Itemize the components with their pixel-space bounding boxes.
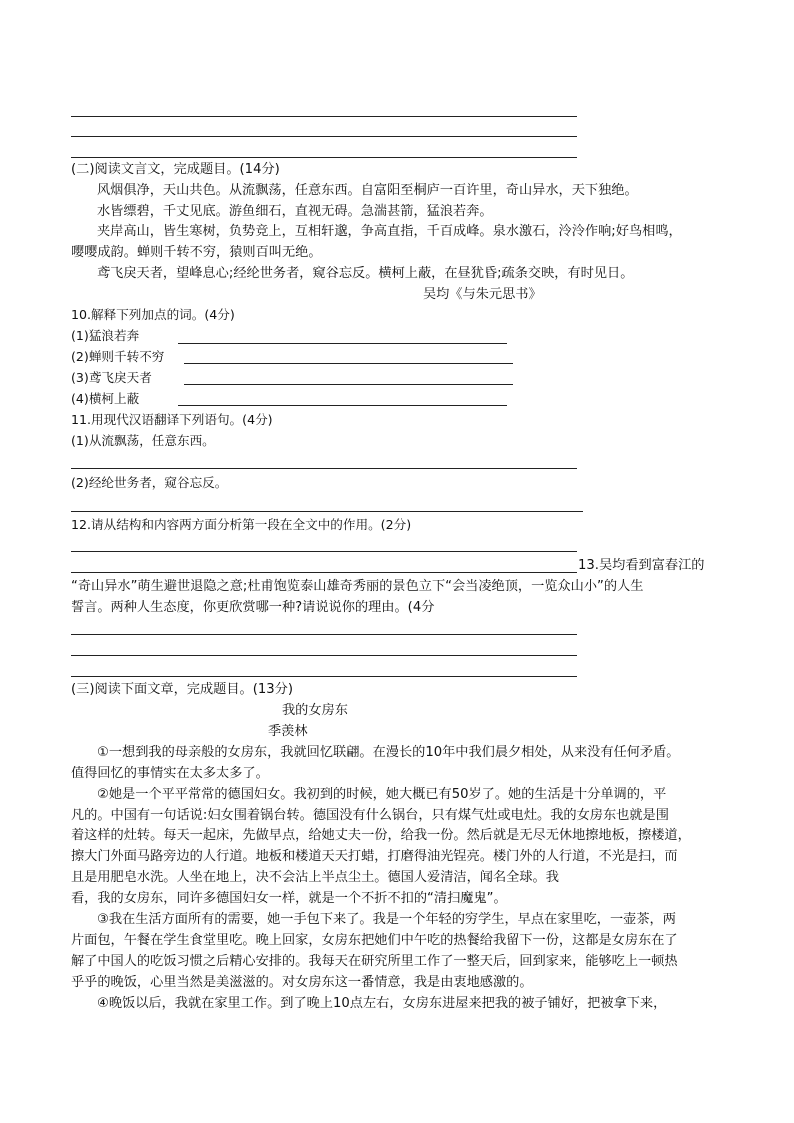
article-paragraph: 看，我的女房东，同许多德国妇女一样，就是一个不折不扣的“清扫魔鬼”。 (71, 891, 507, 906)
q10-item: (1)猛浪若奔 (71, 328, 140, 343)
question-stem: 10.解释下列加点的词。(4分) (71, 307, 235, 322)
answer-line (71, 676, 577, 677)
classical-paragraph: 鸢飞戾天者，望峰息心;经纶世务者，窥谷忘反。横柯上蔽，在昼犹昏;疏条交映，有时见日。 (97, 266, 634, 281)
article-author: 季羡林 (268, 724, 308, 739)
answer-line (71, 572, 577, 573)
article-paragraph: ③我在生活方面所有的需要，她一手包下来了。我是一个年轻的穷学生，早点在家里吃，一壶茶，两 (97, 912, 676, 927)
question-stem: 13.吴均看到富春江的 (578, 558, 705, 573)
article-paragraph: ②她是一个平平常常的德国妇女。我初到的时候，她大概已有50岁了。她的生活是十分单调的，平 (97, 787, 667, 802)
classical-paragraph: 夹岸高山，皆生寒树，负势竞上，互相轩邈，争高直指，千百成峰。泉水激石，泠泠作响;好鸟相鸣， (97, 224, 682, 239)
section-heading: (二)阅读文言文，完成题目。(14分) (71, 162, 280, 177)
article-paragraph: 解了中国人的吃饭习惯之后精心安排的。我每天在研究所里工作了一整天后，回到家来，能够吃上一顿热 (71, 954, 678, 969)
question-stem: 11.用现代汉语翻译下列语句。(4分) (71, 412, 273, 427)
question-text: “奇山异水”萌生避世退隐之意;杜甫饱览泰山雄奇秀丽的景色立下“会当凌绝顶，一览众山小”的人生 (71, 579, 644, 594)
article-paragraph: ①一想到我的母亲般的女房东，我就回忆联翩。在漫长的10年中我们晨夕相处，从来没有任何矛盾。 (97, 745, 680, 760)
q11-sentence: (1)从流飘荡，任意东西。 (71, 433, 215, 448)
article-paragraph: 片面包，午餐在学生食堂里吃。晚上回家，女房东把她们中午吃的热餐给我留下一份，这都是女房东在了 (71, 933, 678, 948)
article-paragraph: 乎乎的晚饭，心里当然是美滋滋的。对女房东这一番情意，我是由衷地感激的。 (71, 975, 533, 990)
classical-paragraph: 风烟俱净，天山共色。从流飘荡，任意东西。自富阳至桐庐一百许里，奇山异水，天下独绝。 (97, 183, 638, 198)
article-paragraph: 着这样的灶转。每天一起床，先做早点，给她丈夫一份，给我一份。然后就是无尽无休地擦地板，擦楼道， (71, 828, 691, 843)
answer-line (71, 634, 577, 635)
classical-paragraph: 嘤嘤成韵。蝉则千转不穷，猿则百叫无绝。 (71, 245, 322, 260)
answer-line (71, 551, 577, 552)
answer-line (178, 405, 507, 406)
source-attribution: 吴均《与朱元思书》 (423, 287, 542, 302)
answer-line (71, 136, 577, 137)
classical-paragraph: 水皆缥碧，千丈见底。游鱼细石，直视无碍。急湍甚箭，猛浪若奔。 (97, 204, 493, 219)
answer-line (71, 157, 577, 158)
answer-line (71, 511, 583, 512)
answer-line (71, 655, 577, 656)
q10-item: (4)横柯上蔽 (71, 391, 140, 406)
article-title: 我的女房东 (282, 703, 348, 718)
section-heading: (三)阅读下面文章，完成题目。(13分) (71, 682, 293, 697)
q10-item: (3)鸢飞戾天者 (71, 370, 152, 385)
question-stem: 12.请从结构和内容两方面分析第一段在全文中的作用。(2分) (71, 517, 412, 532)
answer-line (184, 363, 513, 364)
q11-sentence: (2)经纶世务者，窥谷忘反。 (71, 475, 228, 490)
q10-item: (2)蝉则千转不穷 (71, 349, 165, 364)
article-paragraph: 值得回忆的事情实在太多太多了。 (71, 766, 269, 781)
article-paragraph: 擦大门外面马路旁边的人行道。地板和楼道天天打蜡，打磨得油光锃亮。楼门外的人行道，不光是扫，而 (71, 849, 678, 864)
answer-line (71, 468, 577, 469)
article-paragraph: 凡的。中国有一句话说:妇女围着锅台转。德国没有什么锅台，只有煤气灶或电灶。我的女房东也就是围 (71, 808, 669, 823)
answer-line (184, 384, 513, 385)
article-paragraph: 且是用肥皂水洗。人坐在地上，决不会沾上半点尘土。德国人爱清洁，闻名全球。我 (71, 870, 559, 885)
question-text: 誓言。两种人生态度，你更欣赏哪一种?请说说你的理由。(4分 (71, 600, 435, 615)
article-paragraph: ④晚饭以后，我就在家里工作。到了晚上10点左右，女房东进屋来把我的被子铺好，把被拿下来， (97, 996, 667, 1011)
answer-line (71, 116, 577, 117)
answer-line (178, 343, 507, 344)
